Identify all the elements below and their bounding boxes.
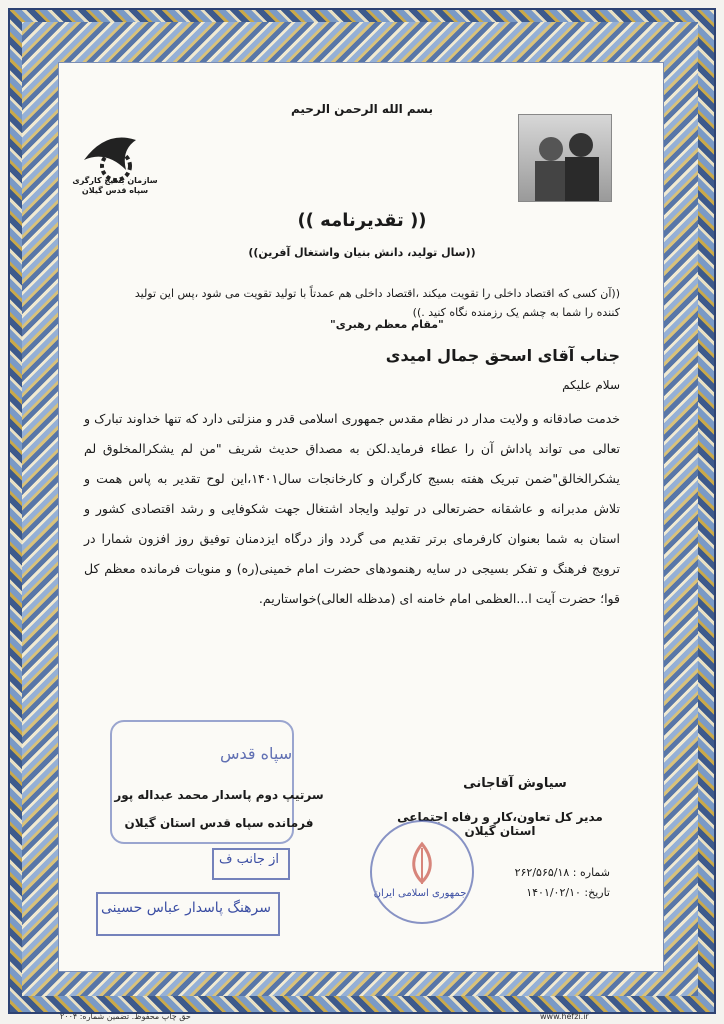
greeting: سلام علیکم — [562, 378, 620, 392]
signer-right-title: مدیر کل تعاون،کار و رفاه اجتماعی استان گیلان — [397, 810, 603, 838]
quote-line-2: کننده را شما به چشم یک رزمنده نگاه کنید .)) — [412, 306, 620, 319]
year-slogan: ((سال تولید، دانش بنیان واشتغال آفرین)) — [248, 246, 476, 259]
certificate-title: (( تقدیرنامه )) — [297, 210, 427, 231]
leaders-portrait — [518, 114, 612, 202]
iran-emblem-icon — [372, 822, 472, 922]
signer-left-title: فرمانده سپاه قدس استان گیلان — [124, 816, 314, 830]
bismillah: بسم الله الرحمن الرحيم — [290, 102, 434, 116]
quote-line-1: ((آن کسی که اقتصاد داخلی را تقویت میکند ،اقتصاد داخلی هم عمدتاً با تولید تقویت می شود ،پس این تولید — [134, 287, 620, 300]
sepah-stamp-text: سپاه قدس — [220, 744, 293, 763]
portrait-icon — [519, 115, 611, 201]
addressee: جناب آقای اسحق جمال امیدی — [385, 346, 620, 365]
signer-left-name: سرتیپ دوم پاسدار محمد عبداله پور — [114, 788, 324, 802]
leader-quote — [80, 284, 620, 322]
emblem-text: جمهوری اسلامی ایران — [373, 888, 467, 899]
document-number: شماره : ۲۶۲/۵۶۵/۱۸ — [514, 866, 610, 879]
footer-copyright: حق چاپ محفوظ. تضمین شماره: ۲۰۰۴ — [60, 1012, 191, 1021]
logo-text — [70, 176, 160, 196]
small-stamp-text: از جانب ف — [218, 852, 279, 867]
document-date: تاریخ: ۱۴۰۱/۰۲/۱۰ — [526, 886, 610, 899]
logo-line-1: سازمان بسیج کارگری — [72, 176, 158, 185]
logo-line-2: سپاه قدس گیلان — [81, 186, 149, 195]
name-stamp-text: سرهنگ پاسدار عباس حسینی — [100, 900, 272, 916]
footer-website: www.hefzi.ir — [540, 1012, 589, 1021]
signer-right-name: سیاوش آقاجانی — [463, 776, 567, 791]
certificate-body: خدمت صادقانه و ولایت مدار در نظام مقدس جمهوری اسلامی قدر و منزلتی دارد که تنها خداوند تبارک و تعالی می تواند پاداش آن را عطاء فرماید.لکن به مصداق حدیث شریف "من لم یشکرالمخلوق لم یشکرالخالق"ضمن تبریک هفته بسیج کارگران و کارخانجات سال۱۴۰۱،این لوح تقدیر به پاس همت و تلاش مدبرانه و عاشقانه حضرتعالی در تولید وایجاد اشتغال جهت شکوفایی و رشد اقتصادی کشور و استان به شما بعنوان کارفرمای برتر تقدیم می گردد واز درگاه ایزدمنان توفیق روز افزون شمارا در ترویج فرهنگ و تفکر بسیجی در سایه رهنمودهای حضرت امام خمینی(ره) و منویات فرمانده معظم کل قوا؛ حضرت آیت ا...العظمی امام خامنه ای (مدظله العالی)خواستاریم. — [84, 411, 620, 606]
iran-emblem-stamp — [370, 820, 474, 924]
quote-attribution: "مقام معظم رهبری" — [330, 318, 444, 331]
